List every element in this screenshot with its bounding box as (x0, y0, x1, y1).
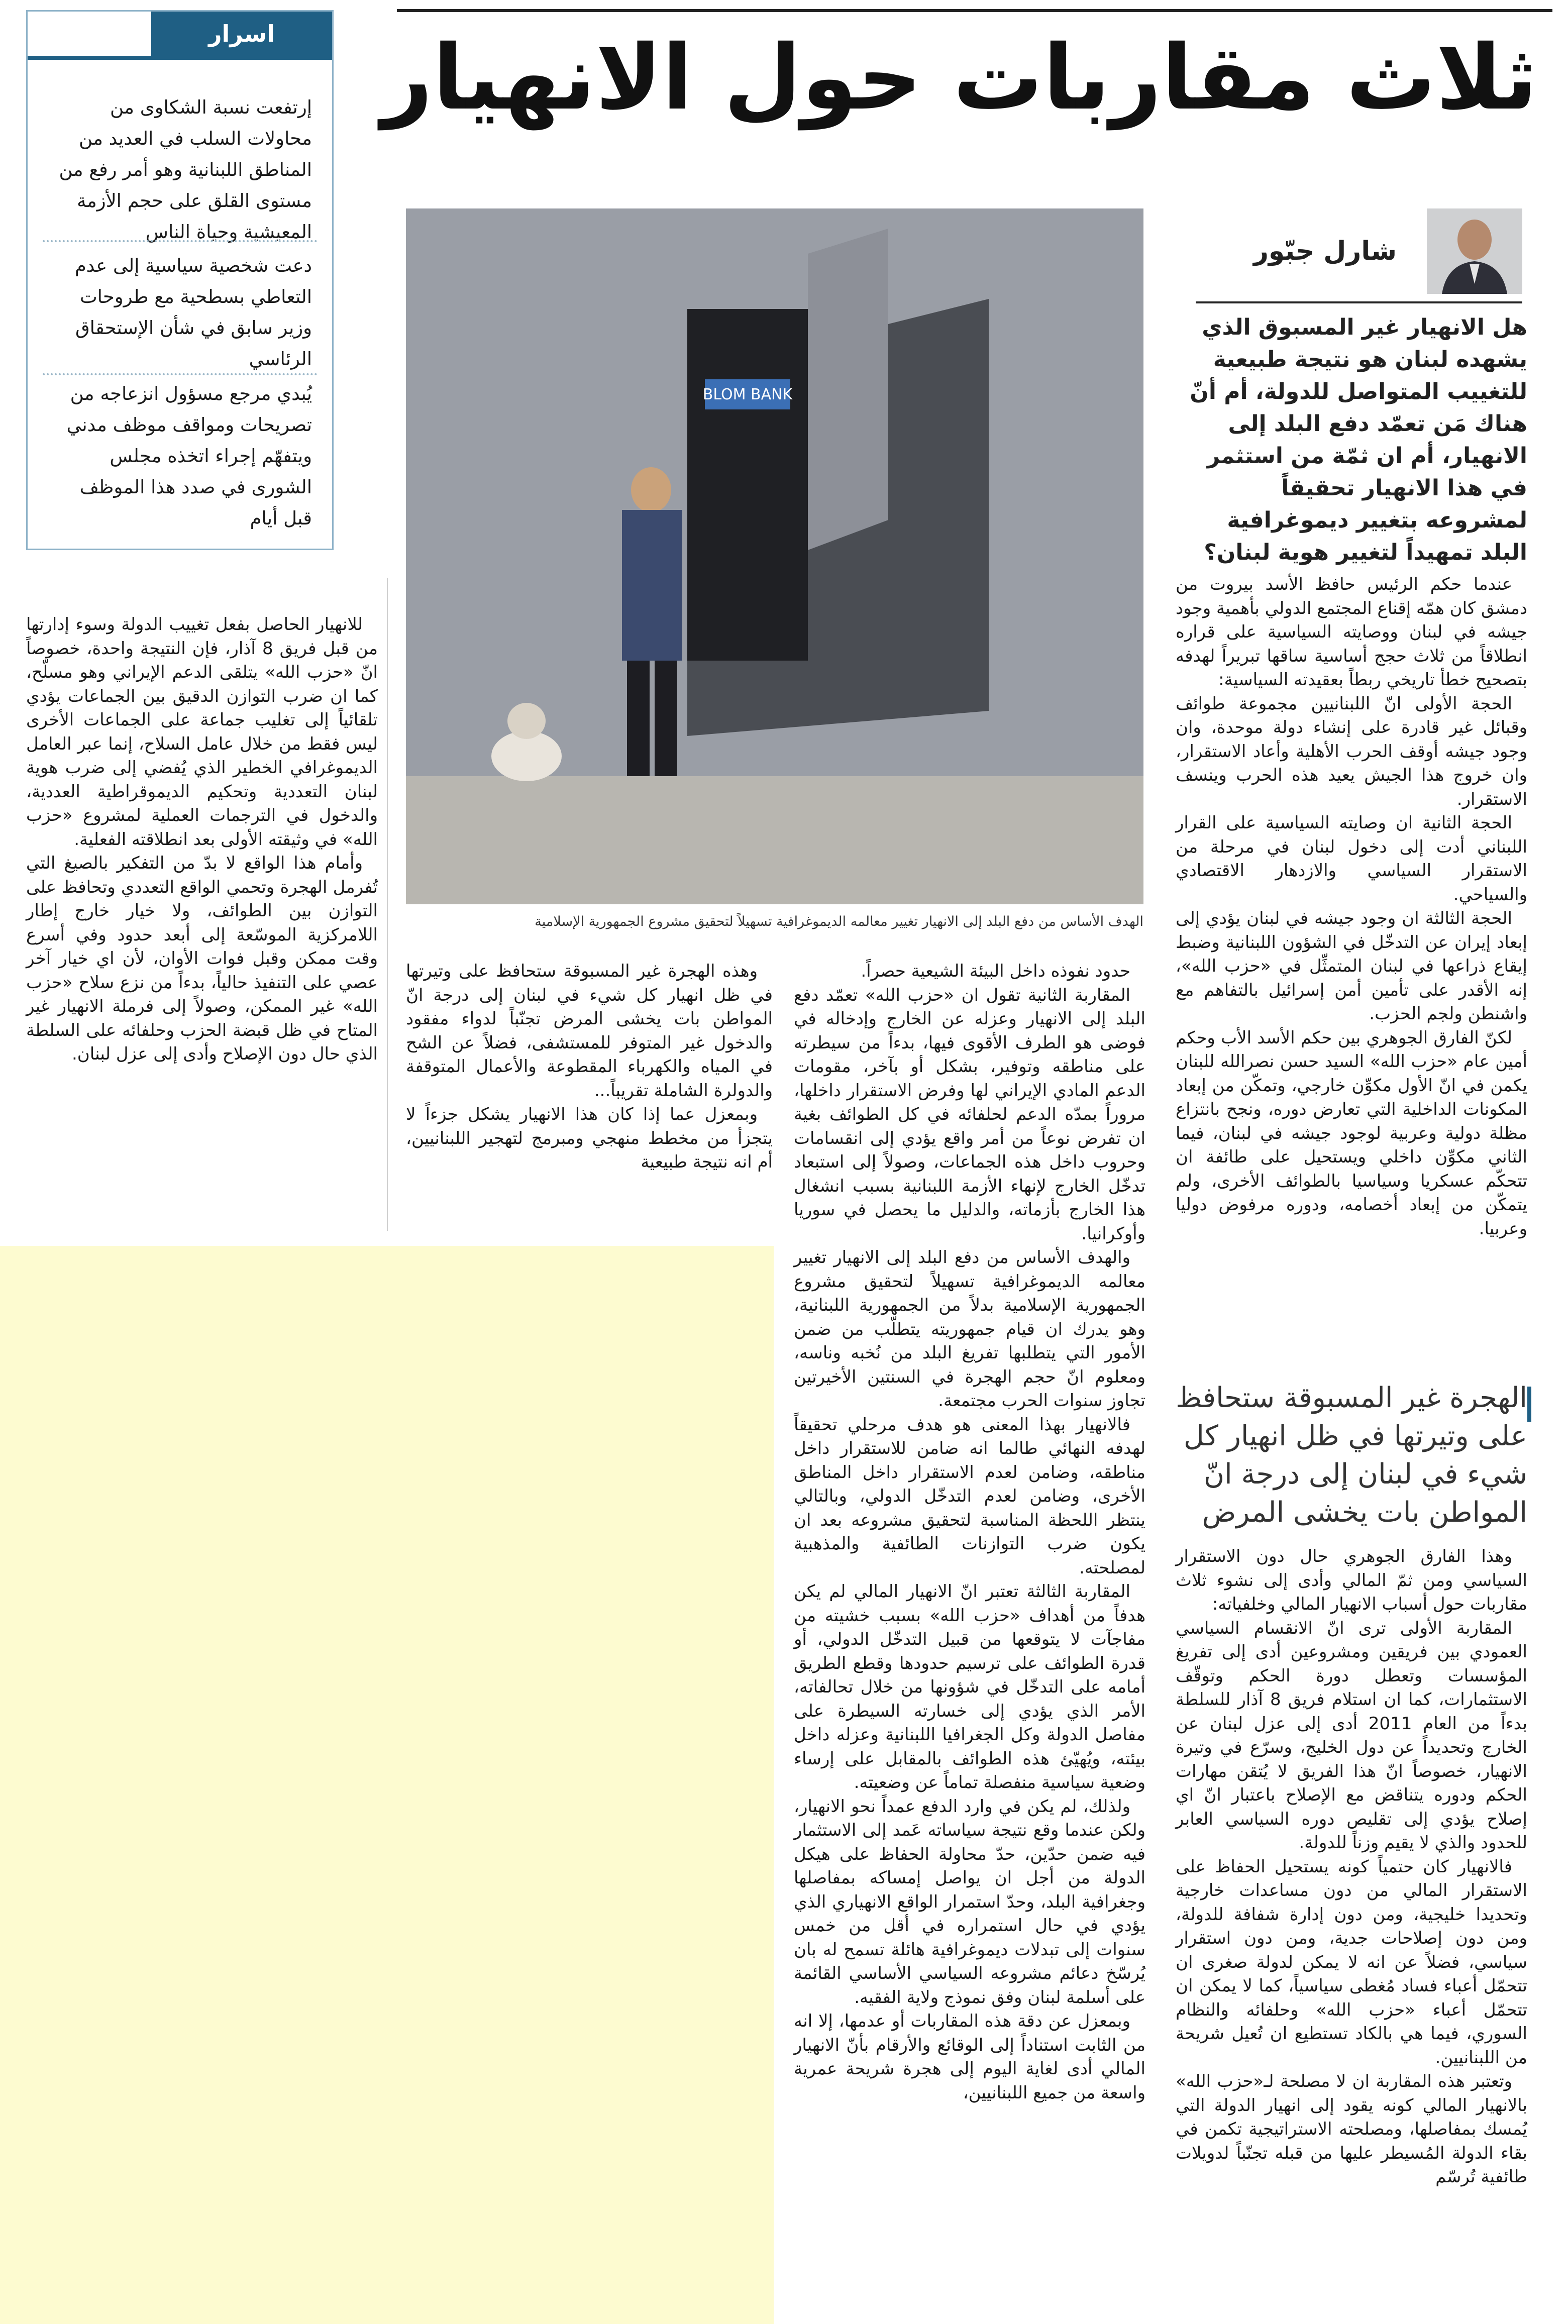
pullquote: الهجرة غير المسبوقة ستحافظ على وتيرتها في ظل انهيار كل شيء في لبنان إلى درجة انّ المواطن بات يخشى المرض (1176, 1382, 1527, 1529)
paragraph: لكنّ الفارق الجوهري بين حكم الأسد الأب وحكم أمين عام «حزب الله» السيد حسن نصرالله للبنان يكمن في انّ الأول مكوِّن خارجي، وتمكّن من إبعاد المكونات الداخلية التي تعارض دوره، ونجح بانتزاع مظلة دولية وعربية لوجود جيشه في لبنان، فيما الثاني مكوِّن داخلي ويستحيل على طائفة ان تتحكّم عسكريا وسياسيا بالطوائف الأخرى، ولم يتمكّن من إبعاد أخصامه، ودوره مرفوض دوليا وعربيا. (1176, 1027, 1527, 1239)
sidebar-item: دعت شخصية سياسية إلى عدم التعاطي بسطحية مع طروحات وزير سابق في شأن الإستحقاق الرئاسي (74, 255, 312, 370)
article-column-1 (1176, 573, 1527, 1366)
sidebar-divider (43, 240, 317, 242)
paragraph: وهذا الفارق الجوهري حال دون الاستقرار السياسي ومن ثمّ المالي وأدى إلى نشوء ثلاث مقاربات حول أسباب الانهيار المالي وخلفياته: (1176, 1546, 1527, 1614)
author-name: شارل جبّور (1253, 236, 1397, 266)
sidebar-divider (43, 373, 317, 375)
paragraph: وبمعزل عما إذا كان هذا الانهيار يشكل جزءاً لا يتجزأ من مخطط منهجي ومبرمج لتهجير اللبنانيين، أم انه نتيجة طبيعية (406, 1104, 773, 1172)
paragraph: حدود نفوذه داخل البيئة الشيعية حصراً. (861, 961, 1130, 981)
atm-sign-text: BLOM BANK (702, 386, 793, 403)
article-column-3 (406, 960, 773, 1226)
paragraph: المقاربة الثانية تقول ان «حزب الله» تعمّد دفع البلد إلى الانهيار وعزله عن الخارج وإدخاله في فوضى هو الطرف الأقوى فيها، بدءاً من سيطرته على مناطقه وتوفير، بشكل أو بآخر، مقومات الدعم المادي الإيراني لها وفرض الاستقرار داخلها، مروراً بمدّه الدعم لحلفائه في كل الطوائف بغية ان تفرض نوعاً من أمر واقع يؤدي إلى انقسامات وحروب داخل هذه الجماعات، وصولاً إلى استبعاد تدخّل الخارج لإنهاء الأزمة اللبنانية بسبب انشغال هذا الخارج بأزماته، والدليل ما يحصل في سوريا وأوكرانيا. (794, 985, 1145, 1244)
article-lead: هل الانهيار غير المسبوق الذي يشهده لبنان هو نتيجة طبيعية للتغييب المتواصل للدولة، أم أنّ هناك مَن تعمّد دفع البلد إلى الانهيار، أم ان ثمّة من استثمر في هذا الانهيار تحقيقاً لمشروعه بتغيير ديموغرافية البلد تمهيداً لتغيير هوية لبنان؟ (1190, 314, 1527, 565)
sidebar-title-strip (28, 56, 332, 60)
article-photo (406, 208, 1143, 904)
paragraph: وهذه الهجرة غير المسبوقة ستحافظ على وتيرتها في ظل انهيار كل شيء في لبنان إلى درجة انّ المواطن بات يخشى المرض تجنّباً لدواء مفقود والدخول غير المتوفر للمستشفى، فضلاً عن الشح في المياه والكهرباء المقطوعة والأعمال المتوقفة والدولرة الشاملة تقريباً... (406, 961, 773, 1101)
article-headline: ثلاث مقاربات حول الانهيار (381, 26, 1537, 130)
author-photo (1427, 208, 1522, 294)
paragraph: عندما حكم الرئيس حافظ الأسد بيروت من دمشق كان همّه إقناع المجتمع الدولي بأهمية وجود جيشه في لبنان ووصايته السياسية على قراره انطلاقاً من ثلاث حجج أساسية ساقها تبريراً لهدفه بتصحيح خطأ تاريخي ربطاً بعقيدته السياسية: (1176, 574, 1527, 690)
paragraph: فالانهيار بهذا المعنى هو هدف مرحلي تحقيقاً لهدفه النهائي طالما انه ضامن للاستقرار داخل مناطقه، وضامن لعدم الاستقرار داخل المناطق الأخرى، وضامن لعدم التدخّل الدولي، وبالتالي ينتظر اللحظة المناسبة لتحقيق مشروعه بعد ان يكون ضرب التوازنات الطائفية والمذهبية لمصلحته. (794, 1414, 1145, 1578)
sidebar-title: اسرار الجمهورية (151, 12, 332, 56)
paragraph: المقاربة الأولى ترى انّ الانقسام السياسي العمودي بين فريقين ومشروعين أدى إلى تفريغ المؤسسات وتعطل دورة الحكم وتوقّف الاستثمارات، كما ان استلام فريق 8 آذار للسلطة بدءاً من العام 2011 أدى إلى عزل لبنان عن الخارج وتحديداً عن دول الخليج، وسرّع في وتيرة الانهيار، خصوصاً انّ هذا الفريق لا يُتقن مهارات الحكم ودوره يتناقض مع الإصلاح باعتبار انّ اي إصلاح يؤدي إلى تقليص دوره السياسي العابر للحدود والذي لا يقيم وزناً للدولة. (1176, 1618, 1527, 1853)
paragraph: وأمام هذا الواقع لا بدّ من التفكير بالصيغ التي تُفرمل الهجرة وتحمي الواقع التعددي وتحافظ على التوازن بين الطوائف، ولا خيار خارج إطار اللامركزية الموسّعة إلى أبعد حدود وفي أسرع وقت ممكن وقبل فوات الأوان، لأن اي خيار آخر عصي على التنفيذ حالياً، بدءاً من نزع سلاح «حزب الله» غير الممكن، وصولاً إلى فرملة الانهيار غير المتاح في ظل قبضة الحزب وحلفائه على السلطة الذي حال دون الإصلاح وأدى إلى عزل لبنان. (26, 853, 378, 1064)
photo-caption: الهدف الأساس من دفع البلد إلى الانهيار تغيير معالمه الديموغرافية تسهيلاً لتحقيق مشروع الجمهورية الإسلامية (535, 914, 1143, 929)
paragraph: الحجة الثانية ان وصايته السياسية على القرار اللبناني أدت إلى دخول لبنان في مرحلة من الاستقرار السياسي والازدهار الاقتصادي والسياحي. (1176, 813, 1527, 905)
column-divider (387, 578, 388, 1231)
paragraph: الحجة الثالثة ان وجود جيشه في لبنان يؤدي إلى إبعاد إيران عن التدخّل في الشؤون اللبنانية وضبط إيقاع ذراعها في لبنان المتمثِّل في «حزب الله»، إنه الأقدر على تأمين أمن إسرائيل بالتفاهم مع واشنطن ولجم الحزب. (1176, 908, 1527, 1024)
atm-scene-illustration (406, 208, 1143, 904)
article-column-4 (26, 613, 378, 1221)
sidebar-item: يُبدي مرجع مسؤول انزعاجه من تصريحات ومواقف موظف مدني ويتفهّم إجراء اتخذه مجلس الشورى في صدد هذا الموظف قبل أيام (66, 383, 312, 529)
secrets-sidebar (26, 10, 334, 550)
author-portrait-icon (1427, 208, 1522, 294)
sidebar-item: إرتفعت نسبة الشكاوى من محاولات السلب في العديد من المناطق اللبنانية وهو أمر رفع من مستوى القلق على حجم الأزمة المعيشية وحياة الناس (59, 96, 312, 243)
paragraph: وبمعزل عن دقة هذه المقاربات أو عدمها، إلا انه من الثابت استناداً إلى الوقائع والأرقام بأنّ الانهيار المالي أدى لغاية اليوم إلى هجرة شريحة عمرية واسعة من جميع اللبنانيين، (794, 2011, 1145, 2103)
author-rule (1196, 301, 1522, 303)
blank-ad-space (0, 1246, 774, 2324)
paragraph: فالانهيار كان حتمياً كونه يستحيل الحفاظ على الاستقرار المالي من دون مساعدات خارجية وتحديدا خليجية، ومن دون إدارة شفافة للدولة، ومن دون إصلاحات جدية، ومن دون استقرار سياسي، فضلاً عن انه لا يمكن لدولة صغرى ان تتحمّل أعباء فساد مُغطى سياسياً، كما لا يمكن ان تتحمّل أعباء «حزب الله» وحلفائه والنظام السوري، فيما هي بالكاد تستطيع ان تُعيل شريحة من اللبنانيين. (1176, 1856, 1527, 2068)
paragraph: للانهيار الحاصل بفعل تغييب الدولة وسوء إدارتها من قبل فريق 8 آذار، فإن النتيجة واحدة، خصوصاً انّ «حزب الله» يتلقى الدعم الإيراني وهو مسلّح، كما ان ضرب التوازن الدقيق بين الجماعات يؤدي تلقائياً إلى تغليب جماعة على الجماعات الأخرى ليس فقط من خلال عامل السلاح، إنما عبر العامل الديموغرافي الخطير الذي يُفضي إلى ضرب هوية لبنان التعددية وتحكيم الديموقراطية العددية، والدخول في الترجمات العملية لمشروع «حزب الله» في وثيقته الأولى بعد انطلاقته الفعلية. (26, 614, 378, 850)
paragraph: وتعتبر هذه المقاربة ان لا مصلحة لـ«حزب الله» بالانهيار المالي كونه يقود إلى انهيار الدولة التي يُمسك بمفاصلها، ومصلحته الاستراتيجية تكمن في بقاء الدولة المُسيطر عليها من قبله تجنّباً لدويلات طائفية تُرسّم (1176, 2071, 1527, 2187)
paragraph: والهدف الأساس من دفع البلد إلى الانهيار تغيير معالمه الديموغرافية تسهيلاً لتحقيق مشروع الجمهورية الإسلامية بدلاً من الجمهورية اللبنانية، وهو يدرك ان قيام جمهوريته يتطلّب من ضمن الأمور التي يتطلبها تفريغ البلد من نُخبه وناسه، ومعلوم انّ حجم الهجرة في السنتين الأخيرتين تجاوز سنوات الحرب مجتمعة. (794, 1247, 1145, 1411)
paragraph: المقاربة الثالثة تعتبر انّ الانهيار المالي لم يكن هدفاً من أهداف «حزب الله» بسبب خشيته من مفاجآت لا يتوقعها من قبيل التدخّل الدولي، أو قدرة الطوائف على ترسيم حدودها وقطع الطريق أمامه على التدخّل في شؤونها من خلال تحالفاته، الأمر الذي يؤدي إلى خسارته السيطرة على مفاصل الدولة وكل الجغرافيا اللبنانية وعزله داخل بيئته، ويُهيّئ هذه الطوائف بالمقابل على إرساء وضعية سياسية منفصلة تماماً عن وضعيته. (794, 1581, 1145, 1792)
paragraph: ولذلك، لم يكن في وارد الدفع عمداً نحو الانهيار، ولكن عندما وقع نتيجة سياساته عَمد إلى الاستثمار فيه ضمن حدّين، حدّ محاولة الحفاظ على هيكل الدولة من أجل ان يواصل إمساكه بمفاصلها وجغرافية البلد، وحدّ استمرار الواقع الانهياري الذي يؤدي في حال استمراره في أقل من خمس سنوات إلى تبدلات ديموغرافية هائلة تسمح له بان يُرسّخ دعائم مشروعه السياسي الأساسي القائمة على أسلمة لبنان وفق نموذج ولاية الفقيه. (794, 1796, 1145, 2008)
article-column-2 (794, 960, 1145, 2311)
paragraph: الحجة الأولى انّ اللبنانيين مجموعة طوائف وقبائل غير قادرة على إنشاء دولة موحدة، وان وجود جيشه أوقف الحرب الأهلية وأعاد الاستقرار، وان خروج هذا الجيش يعيد هذه الحرب وينسف الاستقرار. (1176, 693, 1527, 809)
article-column-5 (1176, 1545, 1527, 2313)
pullquote-bar (1527, 1387, 1531, 1422)
headline-top-rule (397, 9, 1552, 12)
